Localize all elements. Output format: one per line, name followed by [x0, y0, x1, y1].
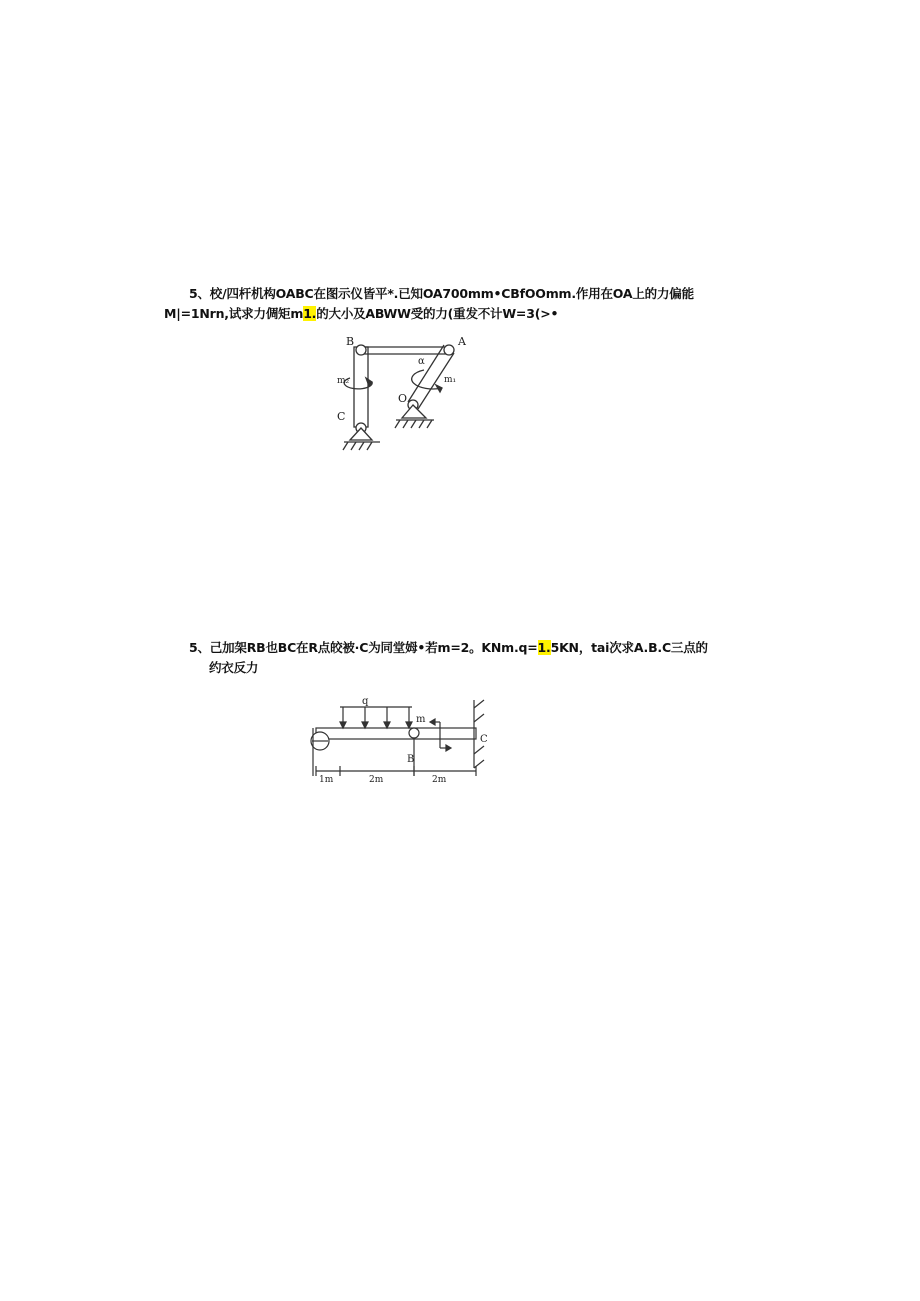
label-b: B: [346, 335, 355, 348]
dim-2m-a: 2m: [369, 775, 384, 785]
dim-2m-b: 2m: [432, 775, 447, 785]
problem2-line2-text: 约衣反力: [209, 660, 259, 675]
problem1-highlight: 1.: [303, 306, 317, 321]
problem2-line1-after: 5KN，tai次求A.B.C三点的: [550, 640, 708, 655]
beam: [316, 728, 476, 739]
problem1-line2-before: M|=1Nrn,试求力倜矩m: [164, 306, 304, 321]
label-c-beam: C: [480, 734, 488, 745]
label-alpha: α: [418, 356, 425, 367]
label-m2: m₂: [337, 376, 350, 386]
label-o: O: [398, 392, 408, 405]
label-a: A: [458, 335, 466, 348]
dim-1m: 1m: [319, 775, 334, 785]
label-q: q: [362, 696, 369, 707]
label-c: C: [337, 410, 346, 423]
problem1-line1-text: 5、校/四杆机构OABC在图示仪皆平*.已知OA700mm•CBfOOmm.作用在OA上的力偏能: [189, 286, 694, 301]
label-m1: m₁: [444, 375, 457, 385]
problem2-highlight: 1.: [537, 640, 551, 655]
joint-b-beam: [409, 728, 419, 738]
problem1-line2-after: 的大小及ABWW受的力(重发不计W=3(>•: [316, 306, 559, 321]
problem2-line1-before: 5、己加架RB也BC在R点皎被·C为同堂姆•若m=2。KNm.q=: [189, 640, 538, 655]
label-m: m: [416, 714, 426, 725]
label-b-beam: B: [407, 754, 415, 765]
